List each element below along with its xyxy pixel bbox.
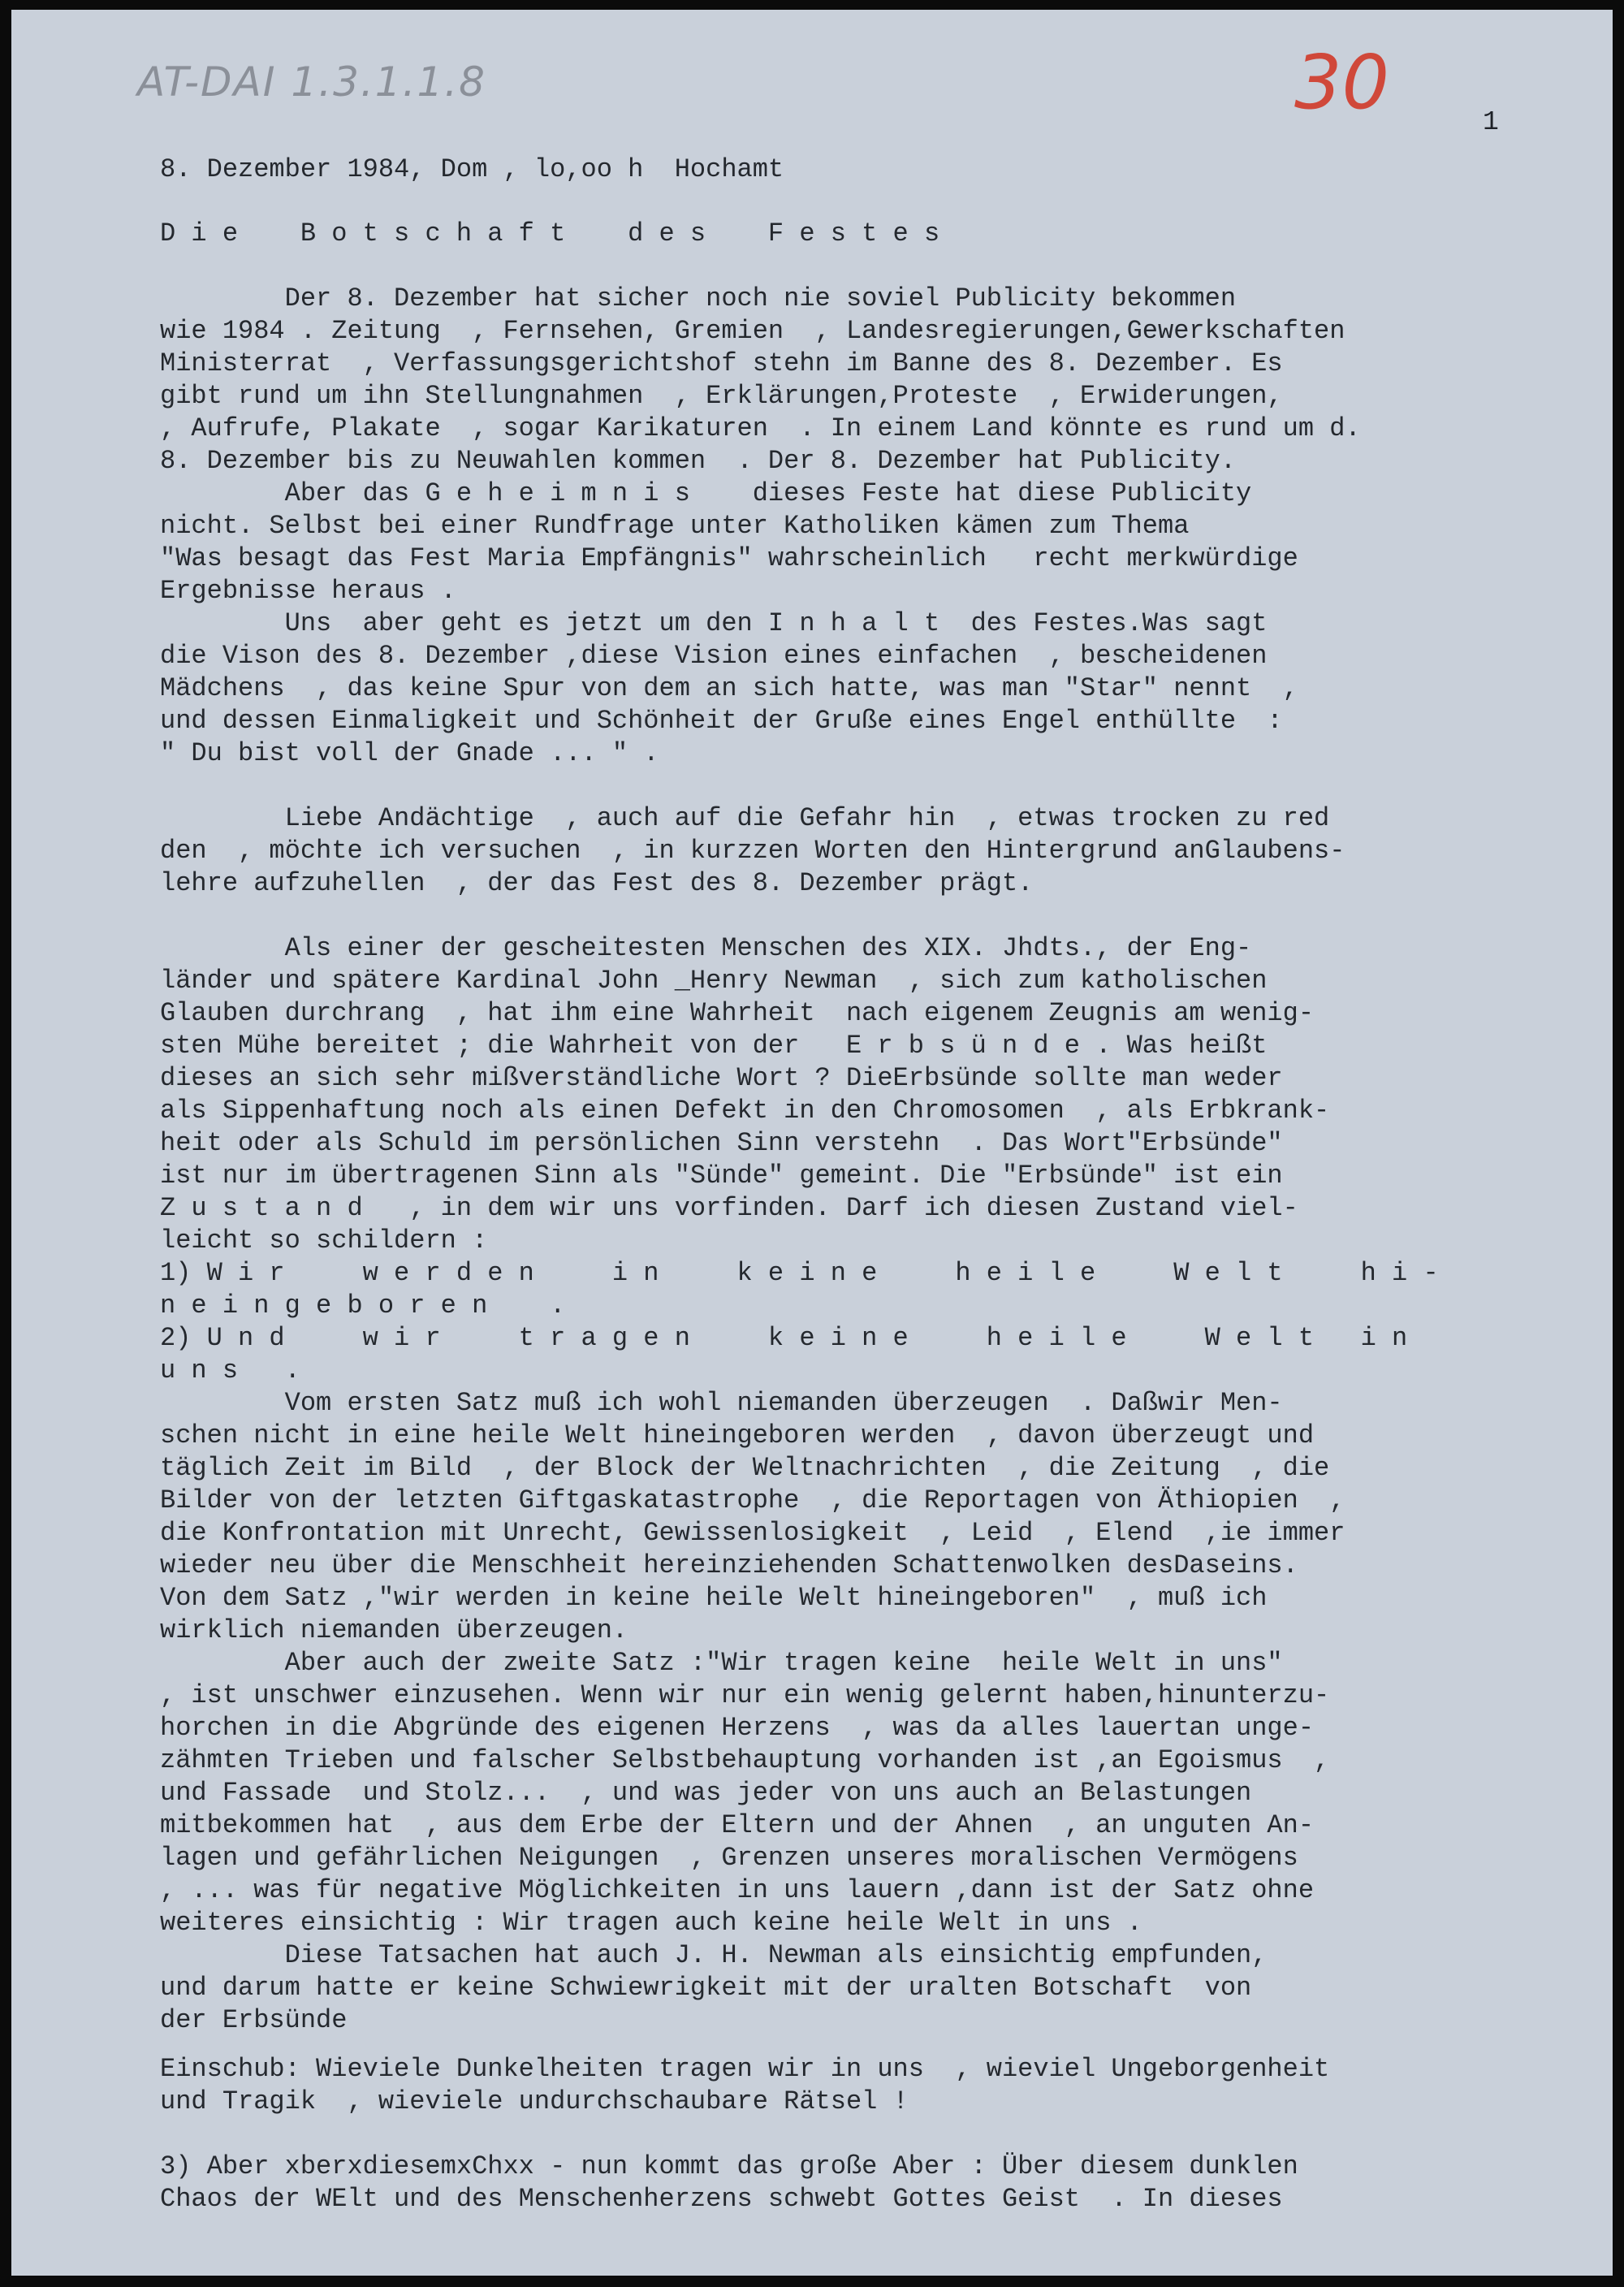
text-line: nicht. Selbst bei einer Rundfrage unter Katholiken kämen zum Thema: [160, 511, 1190, 541]
text-line: die Vison des 8. Dezember ,diese Vision eines einfachen , bescheidenen: [160, 641, 1268, 671]
numbered-point-2: 2) U n d w i r t r a g e n k e i n e h e i l e W e l t i n: [160, 1323, 1408, 1353]
text-line: Ergebnisse heraus .: [160, 576, 456, 606]
insertion-note: Einschub: Wieviele Dunkelheiten tragen wir in uns , wieviel Ungeborgenheit: [160, 2054, 1330, 2084]
text-line: und Fassade und Stolz... , und was jeder von uns auch an Belastungen: [160, 1778, 1252, 1808]
text-line: länder und spätere Kardinal John _Henry Newman , sich zum katholischen: [160, 966, 1268, 996]
text-line: wieder neu über die Menschheit hereinziehenden Schattenwolken desDaseins.: [160, 1550, 1298, 1580]
page-number: 1: [1483, 107, 1499, 137]
folio-number-handwritten: 30: [1294, 39, 1390, 126]
text-line: mitbekommen hat , aus dem Erbe der Eltern und der Ahnen , an unguten An-: [160, 1810, 1315, 1840]
text-line: dieses an sich sehr mißverständliche Wort ? DieErbsünde sollte man weder: [160, 1063, 1283, 1093]
text-line: Chaos der WElt und des Menschenherzens schwebt Gottes Geist . In dieses: [160, 2184, 1283, 2214]
text-line: Ministerrat , Verfassungsgerichtshof stehn im Banne des 8. Dezember. Es: [160, 348, 1283, 378]
text-line: sten Mühe bereitet ; die Wahrheit von der E r b s ü n d e . Was heißt: [160, 1031, 1268, 1061]
text-line: und darum hatte er keine Schwiewrigkeit mit der uralten Botschaft von: [160, 1973, 1252, 2003]
text-line: leicht so schildern :: [160, 1226, 488, 1256]
text-line: gibt rund um ihn Stellungnahmen , Erklärungen,Proteste , Erwiderungen,: [160, 381, 1283, 411]
text-line: lehre aufzuhellen , der das Fest des 8. Dezember prägt.: [160, 868, 1034, 898]
text-line: der Erbsünde: [160, 2005, 348, 2035]
text-line: Als einer der gescheitesten Menschen des XIX. Jhdts., der Eng-: [160, 933, 1252, 963]
text-line: Glauben durchrang , hat ihm eine Wahrheit nach eigenem Zeugnis am wenig-: [160, 998, 1315, 1028]
text-line: Mädchens , das keine Spur von dem an sich hatte, was man "Star" nennt ,: [160, 673, 1298, 703]
text-line: als Sippenhaftung noch als einen Defekt in den Chromosomen , als Erbkrank-: [160, 1096, 1330, 1126]
text-line: , Aufrufe, Plakate , sogar Karikaturen . In einem Land könnte es rund um d.: [160, 413, 1361, 443]
text-line: Diese Tatsachen hat auch J. H. Newman als einsichtig empfunden,: [160, 1940, 1268, 1970]
numbered-point-1: 1) W i r w e r d e n i n k e i n e h e i l e W e l t h i -: [160, 1258, 1439, 1288]
text-line: u n s .: [160, 1355, 300, 1386]
text-line: Aber auch der zweite Satz :"Wir tragen keine heile Welt in uns": [160, 1648, 1283, 1678]
archive-reference-handwritten: AT-DAI 1.3.1.1.8: [137, 58, 486, 106]
text-line: weiteres einsichtig : Wir tragen auch keine heile Welt in uns .: [160, 1908, 1142, 1938]
text-line: ist nur im übertragenen Sinn als "Sünde" gemeint. Die "Erbsünde" ist ein: [160, 1161, 1283, 1191]
text-line: horchen in die Abgründe des eigenen Herzens , was da alles lauertan unge-: [160, 1713, 1315, 1743]
text-line: und Tragik , wieviele undurchschaubare Rätsel !: [160, 2086, 909, 2116]
text-line: Aber das G e h e i m n i s dieses Feste hat diese Publicity: [160, 478, 1252, 508]
text-line: zähmten Trieben und falscher Selbstbehauptung vorhanden ist ,an Egoismus ,: [160, 1745, 1330, 1775]
text-line: , ... was für negative Möglichkeiten in uns lauern ,dann ist der Satz ohne: [160, 1875, 1315, 1905]
text-line: , ist unschwer einzusehen. Wenn wir nur ein wenig gelernt haben,hinunterzu-: [160, 1680, 1330, 1710]
text-line: Liebe Andächtige , auch auf die Gefahr hin , etwas trocken zu red: [160, 803, 1330, 833]
text-line: wirklich niemanden überzeugen.: [160, 1615, 628, 1645]
text-line: Von dem Satz ,"wir werden in keine heile Welt hineingeboren" , muß ich: [160, 1583, 1268, 1613]
text-line: und dessen Einmaligkeit und Schönheit der Gruße eines Engel enthüllte :: [160, 706, 1283, 736]
text-line: Z u s t a n d , in dem wir uns vorfinden. Darf ich diesen Zustand viel-: [160, 1193, 1298, 1223]
text-line: lagen und gefährlichen Neigungen , Grenzen unseres moralischen Vermögens: [160, 1843, 1298, 1873]
text-line: wie 1984 . Zeitung , Fernsehen, Gremien , Landesregierungen,Gewerkschaften: [160, 316, 1345, 346]
text-line: schen nicht in eine heile Welt hineingeboren werden , davon überzeugt und: [160, 1420, 1315, 1450]
text-line: n e i n g e b o r e n .: [160, 1290, 566, 1321]
typewritten-page: [11, 10, 1613, 2276]
text-line: die Konfrontation mit Unrecht, Gewissenlosigkeit , Leid , Elend ,ie immer: [160, 1518, 1345, 1548]
text-line: täglich Zeit im Bild , der Block der Weltnachrichten , die Zeitung , die: [160, 1453, 1330, 1483]
text-line: "Was besagt das Fest Maria Empfängnis" wahrscheinlich recht merkwürdige: [160, 543, 1298, 573]
text-line: Vom ersten Satz muß ich wohl niemanden überzeugen . Daßwir Men-: [160, 1388, 1283, 1418]
text-line: 8. Dezember bis zu Neuwahlen kommen . Der 8. Dezember hat Publicity.: [160, 446, 1237, 476]
text-line: den , möchte ich versuchen , in kurzzen Worten den Hintergrund anGlaubens-: [160, 836, 1345, 866]
text-line: Der 8. Dezember hat sicher noch nie soviel Publicity bekommen: [160, 283, 1237, 313]
text-line: " Du bist voll der Gnade ... " .: [160, 738, 659, 768]
numbered-point-3: 3) Aber xberxdiesemxChxx - nun kommt das große Aber : Über diesem dunklen: [160, 2151, 1298, 2181]
text-line: Uns aber geht es jetzt um den I n h a l t des Festes.Was sagt: [160, 608, 1268, 638]
sermon-title: D i e B o t s c h a f t d e s F e s t e s: [160, 218, 940, 249]
date-heading: 8. Dezember 1984, Dom , lo,oo h Hochamt: [160, 154, 784, 184]
text-line: Bilder von der letzten Giftgaskatastrophe , die Reportagen von Äthiopien ,: [160, 1485, 1345, 1515]
text-line: heit oder als Schuld im persönlichen Sinn verstehn . Das Wort"Erbsünde": [160, 1128, 1283, 1158]
